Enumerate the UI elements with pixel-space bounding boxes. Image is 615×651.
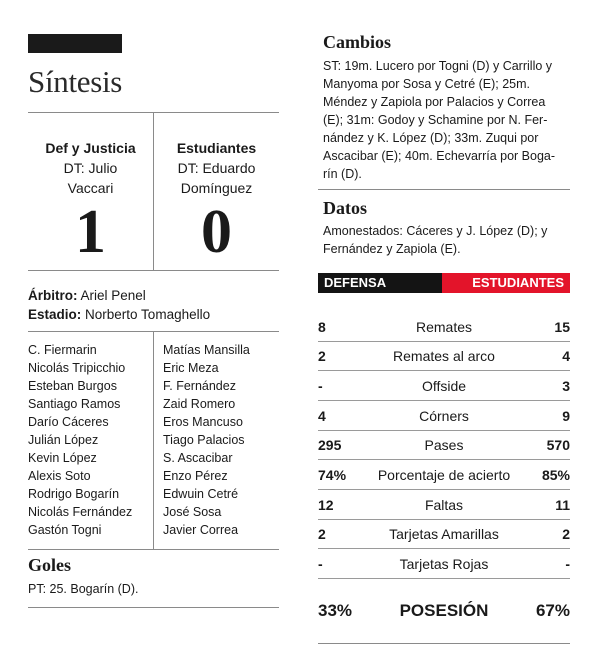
cambios-line: nández y K. López (D); 33m. Zuqui por: [323, 131, 539, 145]
stat-row: [318, 402, 570, 431]
home-coach-line1: DT: Julio: [63, 160, 118, 176]
player-name: Enzo Pérez: [163, 469, 228, 483]
cambios-line: rín (D).: [323, 167, 362, 181]
stats-header-away: ESTUDIANTES: [442, 273, 570, 293]
stat-label: Porcentaje de acierto: [377, 467, 511, 483]
row-divider: [318, 548, 570, 549]
cambios-line: (E); 31m: Godoy y Schamine por N. Fer-: [323, 113, 548, 127]
possession-home: 33%: [318, 601, 353, 620]
player-name: Tiago Palacios: [163, 433, 245, 447]
player-name: Eros Mancuso: [163, 415, 243, 429]
home-coach-line2: Vaccari: [67, 180, 114, 196]
referee-line: [28, 286, 146, 306]
divider: [28, 270, 279, 271]
stat-label: Tarjetas Rojas: [399, 556, 489, 572]
stat-home: -: [318, 556, 323, 572]
stat-row: [318, 313, 570, 342]
divider: [28, 549, 279, 550]
away-coach-line1: DT: Eduardo: [177, 160, 256, 176]
row-divider: [318, 370, 570, 371]
divider: [318, 189, 570, 190]
player-name: José Sosa: [163, 505, 222, 519]
goles-title: Goles: [28, 555, 71, 575]
stat-away: 4: [562, 348, 570, 364]
player-name: Edwuin Cetré: [163, 487, 239, 501]
divider: [318, 643, 570, 644]
stat-home: 12: [318, 497, 334, 513]
player-name: Nicolás Fernández: [28, 505, 133, 519]
player-name: Santiago Ramos: [28, 397, 121, 411]
player-name: Julián López: [28, 433, 99, 447]
player-name: Zaid Romero: [163, 397, 236, 411]
stadium-value: Norberto Tomaghello: [85, 307, 211, 322]
stat-label: Pases: [424, 437, 464, 453]
cambios-text: [323, 57, 573, 183]
referee-value: Ariel Penel: [80, 288, 146, 303]
possession-label: POSESIÓN: [399, 601, 489, 620]
player-name: Matías Mansilla: [163, 343, 250, 357]
away-lineup: [163, 341, 279, 539]
stat-home: 8: [318, 319, 326, 335]
stat-label: Remates: [415, 319, 473, 335]
datos-line: Amonestados: Cáceres y J. López (D); y: [323, 224, 548, 238]
stat-home: 295: [318, 437, 342, 453]
stat-home: -: [318, 378, 323, 394]
stat-away: -: [565, 556, 570, 572]
row-divider: [318, 400, 570, 401]
cambios-line: ST: 19m. Lucero por Togni (D) y Carrillo y: [323, 59, 553, 73]
stat-away: 15: [554, 319, 570, 335]
stat-away: 11: [555, 497, 570, 513]
divider: [28, 607, 279, 608]
header-bar: [28, 34, 122, 53]
stats-header-home: DEFENSA: [318, 273, 442, 293]
datos-text: [323, 222, 573, 258]
stat-row: [318, 520, 570, 549]
stadium-label: Estadio:: [28, 307, 82, 322]
stat-label: Tarjetas Amarillas: [389, 526, 499, 542]
home-lineup: [28, 341, 152, 539]
row-divider: [318, 489, 570, 490]
stat-away: 9: [562, 408, 570, 424]
stadium-line: [28, 305, 210, 325]
referee-label: Árbitro:: [28, 288, 78, 303]
stat-home: 2: [318, 348, 326, 364]
player-name: S. Ascacibar: [163, 451, 233, 465]
stat-row: [318, 550, 570, 579]
cambios-line: Méndez y Zapiola por Palacios y Correa: [323, 95, 546, 109]
stat-away: 3: [562, 378, 570, 394]
home-score: 1: [75, 198, 106, 266]
goles-text: PT: 25. Bogarín (D).: [28, 582, 139, 596]
stat-label: Offside: [421, 378, 467, 394]
player-name: Nicolás Tripicchio: [28, 361, 126, 375]
page-title: Síntesis: [28, 64, 123, 99]
possession-away: 67%: [535, 601, 570, 620]
stat-label: Faltas: [424, 497, 464, 513]
player-name: Gastón Togni: [28, 523, 102, 537]
player-name: Rodrigo Bogarín: [28, 487, 120, 501]
stat-home: 74%: [318, 467, 347, 483]
datos-line: Fernández y Zapiola (E).: [323, 242, 461, 256]
home-team-name: Def y Justicia: [45, 140, 136, 156]
stat-label: Remates al arco: [393, 348, 495, 364]
cambios-line: Ascacibar (E); 40m. Echevarría por Boga-: [323, 149, 556, 163]
player-name: Kevin López: [28, 451, 97, 465]
row-divider: [318, 459, 570, 460]
datos-title: Datos: [323, 198, 367, 218]
row-divider: [318, 578, 570, 579]
stat-label: Córners: [419, 408, 469, 424]
stat-row: [318, 372, 570, 401]
stat-home: 2: [318, 526, 326, 542]
player-name: Javier Correa: [163, 523, 239, 537]
stat-row: [318, 431, 570, 460]
stat-row: [318, 342, 570, 371]
lineup-divider: [153, 331, 154, 549]
stat-row: [318, 461, 570, 490]
away-team-name: Estudiantes: [176, 140, 257, 156]
stat-row: [318, 491, 570, 520]
player-name: Eric Meza: [163, 361, 219, 375]
player-name: Alexis Soto: [28, 469, 91, 483]
stat-home: 4: [318, 408, 326, 424]
possession-row: [318, 601, 570, 625]
cambios-title: Cambios: [323, 32, 392, 52]
player-name: C. Fiermarin: [28, 343, 97, 357]
player-name: F. Fernández: [163, 379, 236, 393]
stat-away: 85%: [541, 467, 570, 483]
stat-away: 570: [546, 437, 570, 453]
player-name: Esteban Burgos: [28, 379, 117, 393]
player-name: Darío Cáceres: [28, 415, 109, 429]
away-coach-line2: Domínguez: [180, 180, 253, 196]
away-score: 0: [201, 198, 232, 266]
cambios-line: Manyoma por Sosa y Cetré (E); 25m.: [323, 77, 531, 91]
stat-away: 2: [562, 526, 570, 542]
